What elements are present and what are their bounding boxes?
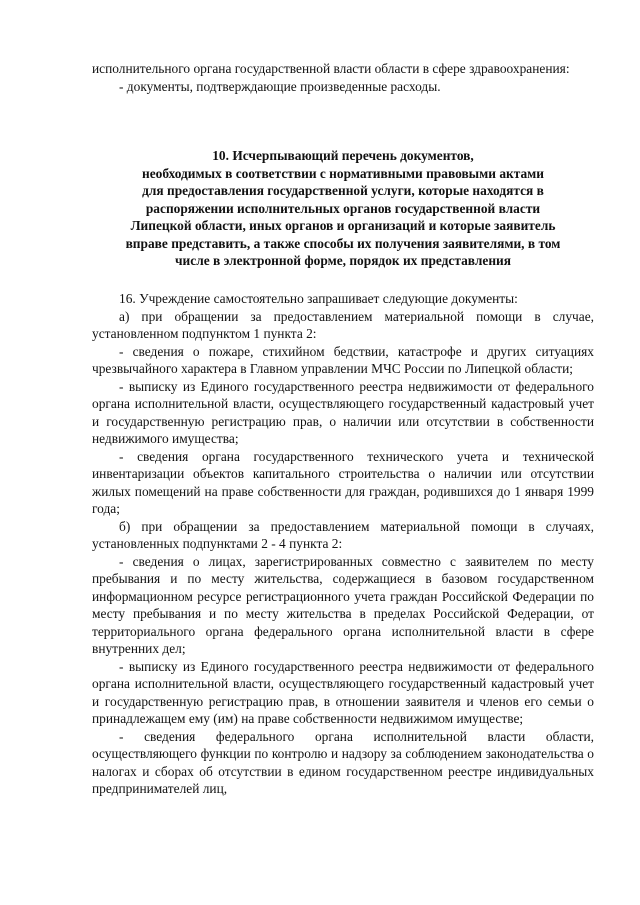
body-paragraph: б) при обращении за предоставлением материальной помощи в случаях, установленных подпунктами 2 - 4 пункта 2: (92, 518, 594, 551)
body-paragraph: - сведения органа государственного технического учета и технической инвентаризации объектов капитального строительства о наличии или отсутствии жилых помещений на праве собственности для граждан, родившихся до 1 января 1999 года; (92, 448, 594, 516)
heading-line: необходимых в соответствии с нормативными правовыми актами (141, 165, 545, 181)
body-text (92, 290, 594, 798)
heading-line: для предоставления государственной услуги, которые находятся в (142, 183, 544, 198)
section-heading (92, 147, 594, 270)
body-paragraph: - сведения федерального органа исполнительной власти области, осуществляющего функции по контролю и надзору за соблюдением законодательства о налогах и сборах об отсутствии в едином государственном реестре индивидуальных предпринимателей лиц, (92, 728, 594, 796)
heading-line: Липецкой области, иных органов и организаций и которые заявитель (130, 218, 556, 233)
intro-list-item: - документы, подтверждающие произведенные расходы. (119, 78, 441, 94)
body-paragraph: - выписку из Единого государственного реестра недвижимости от федерального органа исполнительной власти, осуществляющего государственный кадастровый учет и государственную регистрацию прав, о наличии или отсутствии в собственности недвижимого имущества; (92, 378, 594, 446)
intro-block (92, 60, 594, 95)
body-paragraph: - сведения о лицах, зарегистрированных совместно с заявителем по месту пребывания и по месту жительства, содержащиеся в базовом государственном информационном ресурсе регистрационного учета граждан Российской Федерации по месту пребывания и по месту жительства в пределах Российской Федерации, от территориального органа федерального органа исполнительной власти в сфере внутренних дел; (92, 553, 594, 656)
body-paragraph: - сведения о пожаре, стихийном бедствии, катастрофе и других ситуациях чрезвычайного характера в Главном управлении МЧС России по Липецкой области; (92, 343, 594, 376)
body-paragraph: 16. Учреждение самостоятельно запрашивает следующие документы: (119, 291, 518, 306)
body-paragraph: а) при обращении за предоставлением материальной помощи в случае, установленном подпунктом 1 пункта 2: (92, 308, 594, 341)
heading-line: распоряжении исполнительных органов государственной власти (145, 200, 541, 216)
heading-line: вправе представить, а также способы их получения заявителями, в том (125, 235, 561, 251)
intro-paragraph: исполнительного органа государственной власти области в сфере здравоохранения: (92, 61, 570, 76)
body-paragraph: - выписку из Единого государственного реестра недвижимости от федерального органа исполнительной власти, осуществляющего государственный кадастровый учет и государственную регистрацию прав, в отношении заявителя и членов его семьи о принадлежащем ему (им) на праве собственности недвижимом имуществе; (92, 658, 594, 726)
heading-line: 10. Исчерпывающий перечень документов, (212, 148, 474, 163)
heading-line: числе в электронной форме, порядок их представления (174, 253, 511, 268)
